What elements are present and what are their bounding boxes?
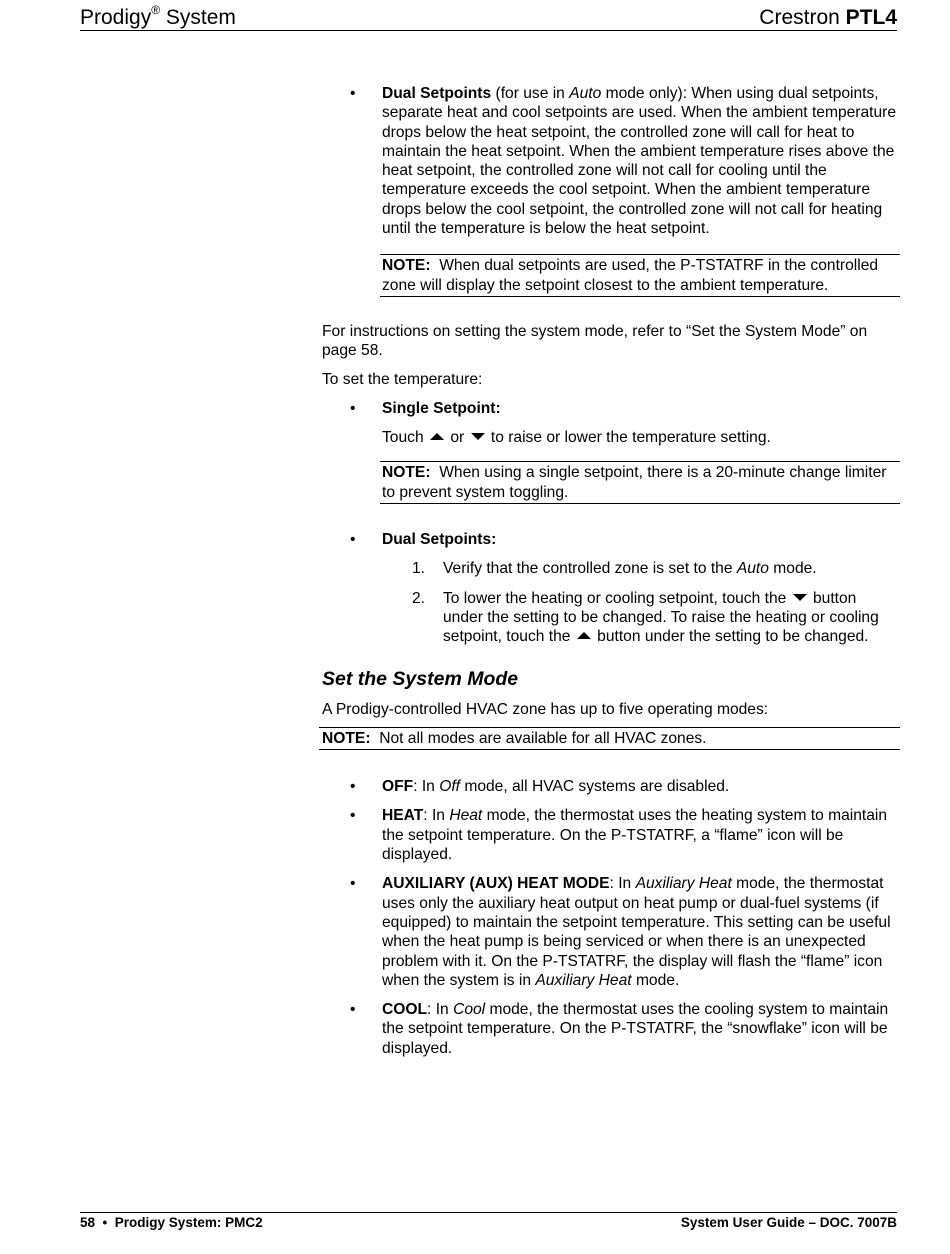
mode-item: • COOL: In Cool mode, the thermostat uses the cooling system to maintain the setpoint temperature. On the P-TSTATRF, the “snowflake” icon will be displayed. [350,1001,889,1057]
mode-item: • HEAT: In Heat mode, the thermostat uses the heating system to maintain the setpoint temperature. On the P-TSTATRF, a “flame” icon will be displayed. [350,807,888,864]
instructions-para: For instructions on setting the system mode, refer to “Set the System Mode” on page 58. [322,322,868,360]
single-setpoint-bullet: • Single Setpoint: Touch or to raise or lower the temperature setting. [350,399,771,447]
note-single-setpoint: NOTE: When using a single setpoint, there is a 20-minute change limiter to prevent system toggling. [380,461,900,504]
down-arrow-icon [471,433,485,440]
mode-item: • OFF: In Off mode, all HVAC systems are disabled. [350,778,730,796]
up-arrow-icon [577,632,591,639]
section-heading: Set the System Mode [322,667,519,690]
page-content [322,84,900,1058]
footer-left: 58 • Prodigy System: PMC2 [80,1215,263,1230]
modes-list [322,777,900,1058]
note-modes: NOTE: Not all modes are available for all HVAC zones. [319,727,900,750]
header-title: Prodigy® System [80,3,236,29]
mode-item: • AUXILIARY (AUX) HEAT MODE: In Auxiliary Heat mode, the thermostat uses only the auxiliary heat output on heat pump or dual-fuel systems (if equipped) to maintain the setpoint temperature. This setting can be useful when the heat pump is being serviced or when there is an unexpected problem with it. On the P-TSTATRF, the display will flash the “flame” icon when the system is in Auxiliary Heat mode. [350,875,891,989]
down-arrow-icon [793,594,807,601]
step-1: 1. Verify that the controlled zone is set to the Auto mode. [412,560,817,578]
page-header [80,3,897,31]
note-dual-setpoints: NOTE: When dual setpoints are used, the P-TSTATRF in the controlled zone will display the setpoint closest to the ambient temperature. [380,254,900,297]
dual-setpoints-steps-bullet: • Dual Setpoints: [350,531,497,549]
to-set-para: To set the temperature: [322,370,483,388]
header-product: Crestron PTL4 [759,6,897,29]
dual-setpoints-bullet: • Dual Setpoints (for use in Auto mode only): When using dual setpoints, separate heat and cool setpoints are used. When the ambient temperature drops below the heat setpoint, the controlled zone will call for heat to maintain the heat setpoint. When the ambient temperature rises above the heat setpoint, the controlled zone will not call for cooling until the temperature exceeds the cool setpoint. When the ambient temperature drops below the cool setpoint, the controlled zone will not call for heating until the temperature is below the heat setpoint. [350,85,897,238]
up-arrow-icon [430,433,444,440]
section-intro: A Prodigy-controlled HVAC zone has up to five operating modes: [322,700,769,718]
page-footer [80,1212,897,1232]
footer-right: System User Guide – DOC. 7007B [680,1215,897,1230]
step-2: 2. To lower the heating or cooling setpoint, touch the button under the setting to be changed. To raise the heating or cooling setpoint, touch the button under the setting to be changed. [412,589,879,646]
